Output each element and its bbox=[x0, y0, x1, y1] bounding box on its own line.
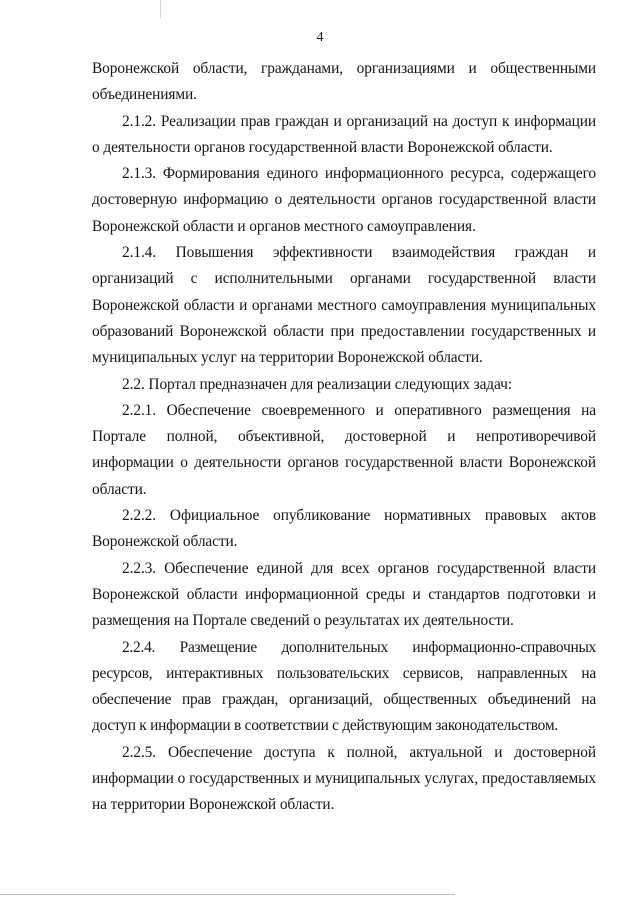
paragraph-2-2-1: 2.2.1. Обеспечение своевременного и оперативного размещения на Портале полной, объективной, достоверной и непротиворечивой информации о деятельности органов государственной власти Воронежской области. bbox=[92, 401, 596, 498]
scan-artifact-line bbox=[160, 0, 161, 18]
paragraph-2-2-2: 2.2.2. Официальное опубликование нормативных правовых актов Воронежской области. bbox=[92, 507, 596, 551]
paragraph-2-1-4: 2.1.4. Повышения эффективности взаимодействия граждан и организаций с исполнительными органами государственной власти Воронежской области и органами местного самоуправления муниципальных образований Воронежской области при предоставлении государственных и муниципальных услуг на территории Воронежской области. bbox=[92, 244, 596, 367]
paragraph-2-2: 2.2. Портал предназначен для реализации следующих задач: bbox=[122, 375, 512, 393]
paragraph-2-2-3: 2.2.3. Обеспечение единой для всех органов государственной власти Воронежской области информационной среды и стандартов подготовки и размещения на Портале сведений о результатах их деятельности. bbox=[92, 559, 596, 630]
document-body bbox=[92, 56, 596, 819]
paragraph-2-1-2: 2.1.2. Реализации прав граждан и организаций на доступ к информации о деятельности органов государственной власти Воронежской области. bbox=[92, 112, 596, 156]
scan-bottom-edge bbox=[0, 894, 455, 895]
paragraph-2-2-4: 2.2.4. Размещение дополнительных информационно-справочных ресурсов, интерактивных пользовательских сервисов, направленных на обеспечение прав граждан, организаций, общественных объединений на доступ к информации в соответствии с действующим законодательством. bbox=[92, 638, 596, 735]
paragraph-continuation: Воронежской области, гражданами, организациями и общественными объединениями. bbox=[92, 60, 596, 104]
paragraph-2-2-5: 2.2.5. Обеспечение доступа к полной, актуальной и достоверной информации о государственных и муниципальных услугах, предоставляемых на территории Воронежской области. bbox=[92, 743, 596, 814]
paragraph-2-1-3: 2.1.3. Формирования единого информационного ресурса, содержащего достоверную информацию о деятельности органов государственной власти Воронежской области и органов местного самоуправления. bbox=[92, 165, 596, 235]
page-number: 4 bbox=[316, 30, 324, 45]
